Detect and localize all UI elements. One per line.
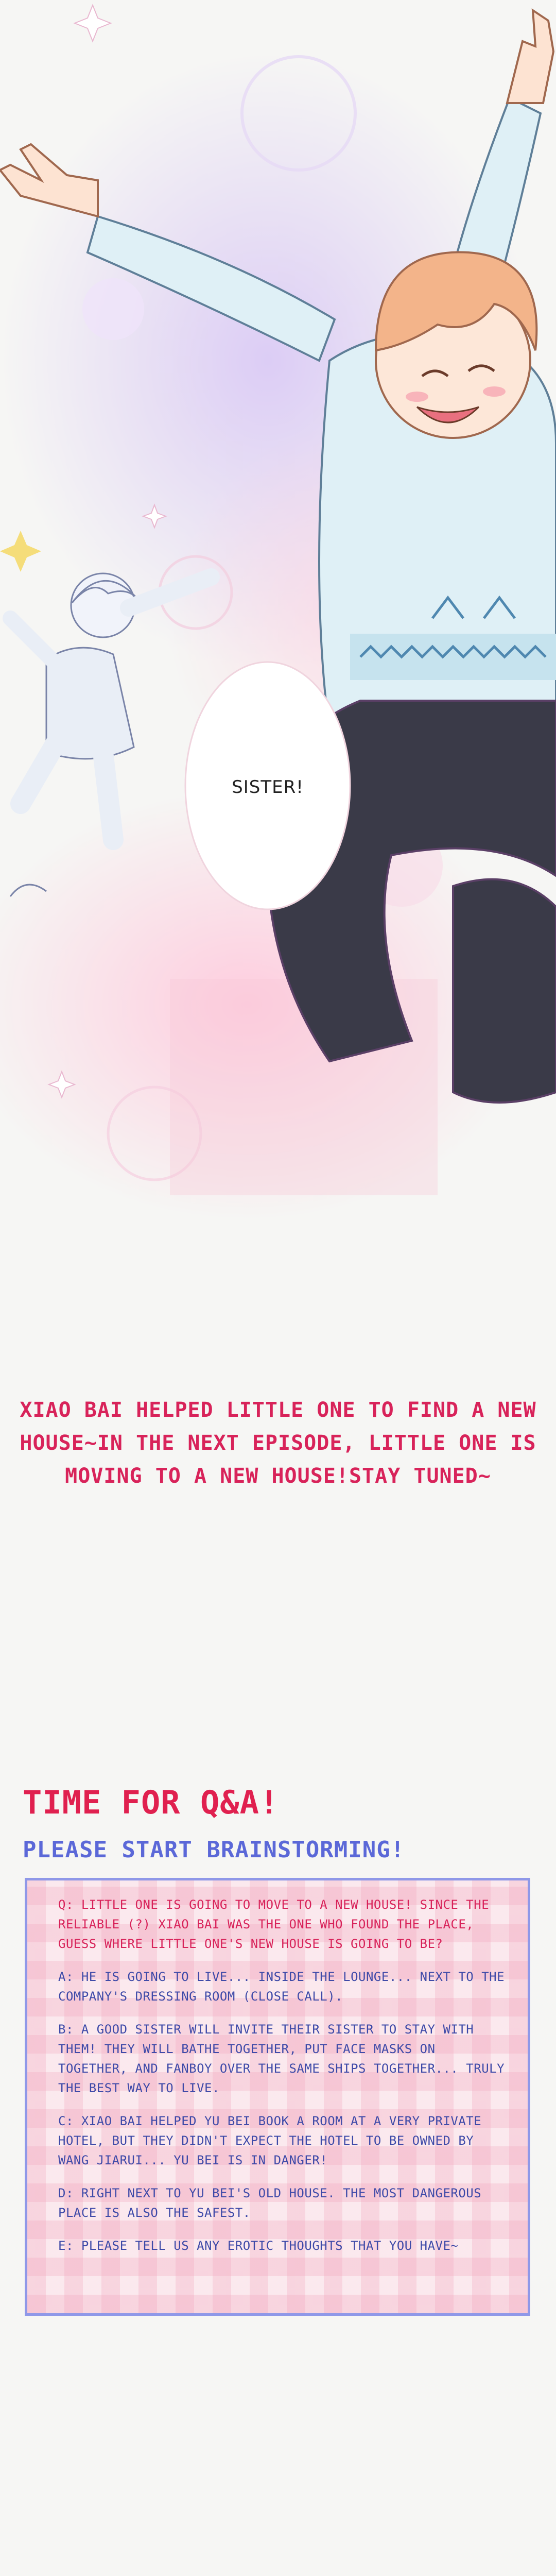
qa-question: Q: LITTLE ONE IS GOING TO MOVE TO A NEW HOUSE! SINCE THE RELIABLE (?) XIAO BAI WAS THE ONE WHO FOUND THE PLACE, GUESS WHERE LITTLE ONE'S NEW HOUSE IS GOING TO BE? bbox=[58, 1897, 490, 1951]
announcement-line: MOVING TO A NEW HOUSE!STAY TUNED~ bbox=[65, 1464, 491, 1488]
qa-answer-b: B: A GOOD SISTER WILL INVITE THEIR SISTER TO STAY WITH THEM! THEY WILL BATHE TOGETHER, PUT FACE MASKS ON TOGETHER, AND FANBOY OVER THE SAME SHIPS TOGETHER... TRULY THE BEST WAY TO LIVE. bbox=[58, 2022, 505, 2095]
announcement-line: XIAO BAI HELPED LITTLE ONE TO FIND A NEW bbox=[20, 1398, 536, 1422]
episode-announcement bbox=[0, 1394, 556, 1493]
qa-answer-e: E: PLEASE TELL US ANY EROTIC THOUGHTS THAT YOU HAVE~ bbox=[58, 2239, 459, 2253]
speech-bubble-text: SISTER! bbox=[232, 777, 304, 798]
qa-answer-a: A: HE IS GOING TO LIVE... INSIDE THE LOUNGE... NEXT TO THE COMPANY'S DRESSING ROOM (CLOSE CALL). bbox=[58, 1970, 505, 2004]
qa-card bbox=[25, 1878, 530, 2316]
announcement-line: HOUSE~IN THE NEXT EPISODE, LITTLE ONE IS bbox=[20, 1431, 536, 1455]
qa-answer-d: D: RIGHT NEXT TO YU BEI'S OLD HOUSE. THE MOST DANGEROUS PLACE IS ALSO THE SAFEST. bbox=[58, 2186, 482, 2220]
qa-answer-c: C: XIAO BAI HELPED YU BEI BOOK A ROOM AT A VERY PRIVATE HOTEL, BUT THEY DIDN'T EXPECT THE HOTEL TO BE OWNED BY WANG JIARUI... YU BEI IS IN DANGER! bbox=[58, 2114, 482, 2167]
qa-subtitle: PLEASE START BRAINSTORMING! bbox=[23, 1837, 405, 1863]
qa-title: TIME FOR Q&A! bbox=[23, 1784, 280, 1821]
